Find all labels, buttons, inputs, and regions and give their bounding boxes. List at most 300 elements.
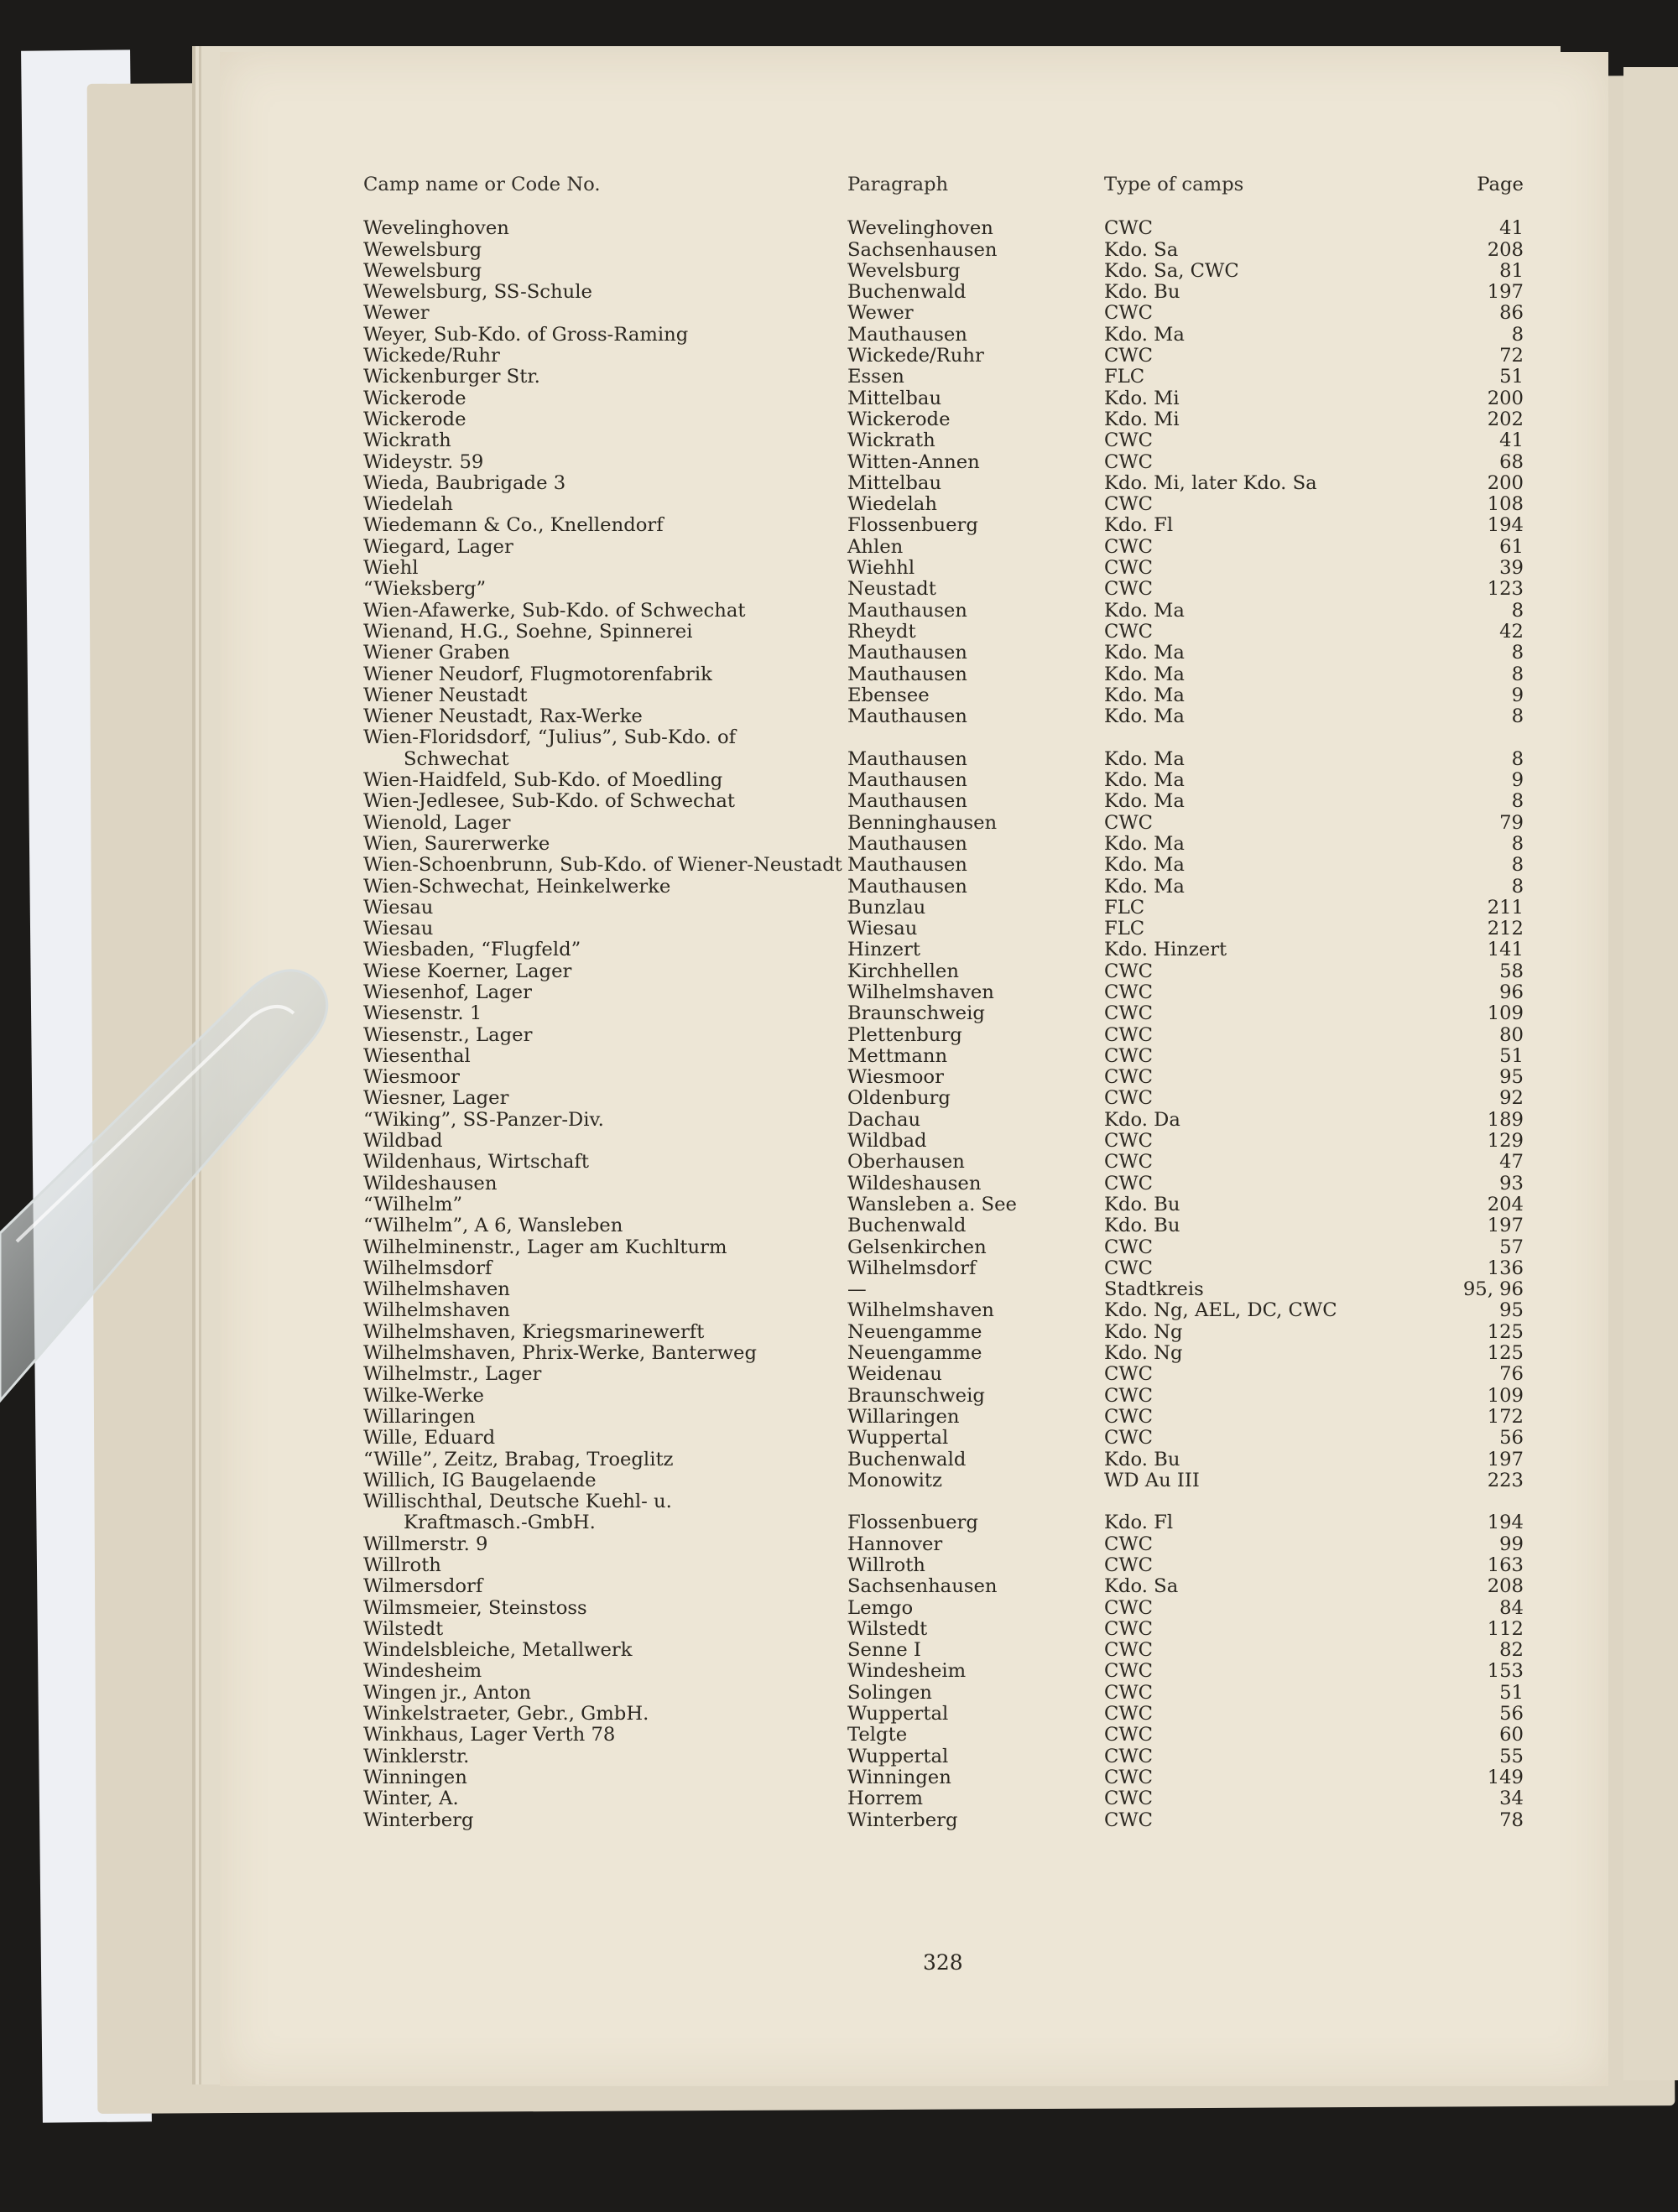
camp-type: CWC [1104, 429, 1154, 452]
paragraph: Wansleben a. See [847, 1193, 1017, 1215]
camp-name [363, 1491, 850, 1534]
camp-type: Kdo. Mi [1104, 387, 1180, 409]
page-ref: 200 [1487, 387, 1524, 409]
camp-type: CWC [1104, 535, 1154, 558]
camp-name [363, 1194, 850, 1215]
camp-type: CWC [1104, 1151, 1154, 1174]
camp-name-line: Wiesenstr., Lager [363, 1023, 533, 1046]
paragraph: Mauthausen [847, 642, 967, 664]
camp-type: Kdo. Bu [1104, 281, 1180, 304]
paragraph: Wiesau [847, 918, 918, 940]
camp-name-line: Windesheim [363, 1660, 482, 1683]
camp-name-line: Wilke-Werke [363, 1384, 484, 1407]
page-ref: 223 [1487, 1469, 1524, 1491]
camp-type: Kdo. Ma [1104, 599, 1185, 622]
camp-type: Kdo. Ma [1104, 832, 1185, 855]
page-ref: 61 [1499, 535, 1524, 558]
page-ref: 197 [1487, 1448, 1524, 1470]
camp-type: Kdo. Hinzert [1104, 939, 1227, 961]
camp-type: Kdo. Bu [1104, 1215, 1180, 1237]
camp-type: Kdo. Mi, later Kdo. Sa [1104, 471, 1317, 494]
paragraph: Winningen [847, 1766, 951, 1788]
camp-name [363, 706, 850, 727]
header-page: Page [1477, 174, 1524, 195]
camp-name [363, 727, 850, 770]
page-ref: 163 [1487, 1554, 1524, 1576]
page-ref: 112 [1487, 1617, 1524, 1640]
paragraph: Solingen [847, 1681, 932, 1704]
page-ref: 8 [1511, 875, 1524, 898]
paragraph: Rheydt [847, 620, 916, 643]
paragraph: Buchenwald [847, 281, 967, 304]
camp-name-line: Wiener Neustadt, Rax-Werke [363, 705, 643, 728]
camp-name-line: Winkhaus, Lager Verth 78 [363, 1724, 616, 1746]
camp-name [363, 1704, 850, 1725]
camp-type: CWC [1104, 1745, 1154, 1767]
camp-type: CWC [1104, 1766, 1154, 1788]
page-ref: 82 [1499, 1639, 1524, 1662]
paragraph: Wickrath [847, 429, 935, 452]
paragraph: Oberhausen [847, 1151, 965, 1174]
page-ref: 86 [1499, 302, 1524, 325]
page-ref: 84 [1499, 1596, 1524, 1619]
camp-type: CWC [1104, 217, 1154, 240]
camp-name [363, 1003, 850, 1024]
page-ref: 141 [1487, 939, 1524, 961]
camp-name [363, 537, 850, 558]
facing-page-edge [1623, 67, 1678, 2080]
camp-name [363, 982, 850, 1003]
camp-name-line: Wiener Neustadt [363, 684, 528, 706]
paragraph: Senne I [847, 1639, 921, 1662]
paragraph: Witten-Annen [847, 450, 980, 473]
camp-type: Stadtkreis [1104, 1278, 1204, 1301]
camp-name [363, 1746, 850, 1767]
camp-name [363, 325, 850, 346]
camp-name [363, 1046, 850, 1067]
camp-name-line: Winter, A. [363, 1788, 459, 1810]
camp-name-line: Wilhelminenstr., Lager am Kuchlturm [363, 1236, 727, 1258]
camp-type: Kdo. Ma [1104, 323, 1185, 346]
camp-name-line: Wiesenstr. 1 [363, 1002, 482, 1025]
paragraph: Dachau [847, 1108, 921, 1131]
page-ref: 42 [1499, 620, 1524, 643]
camp-name [363, 1025, 850, 1046]
camp-type: Kdo. Da [1104, 1108, 1180, 1131]
camp-name [363, 1767, 850, 1788]
camp-name-line: Wienold, Lager [363, 811, 511, 834]
page-ref: 153 [1487, 1660, 1524, 1683]
page-ref: 194 [1487, 1512, 1524, 1534]
camp-type: CWC [1104, 1384, 1154, 1407]
paragraph: Sachsenhausen [847, 1575, 998, 1598]
page-ref: 109 [1487, 1002, 1524, 1025]
page-ref: 51 [1499, 1681, 1524, 1704]
paragraph: Sachsenhausen [847, 238, 998, 261]
camp-name-line: Wickerode [363, 387, 466, 409]
camp-name [363, 1300, 850, 1321]
camp-type: Kdo. Ng [1104, 1342, 1183, 1365]
camp-type: Kdo. Ma [1104, 747, 1185, 770]
page-ref: 8 [1511, 599, 1524, 622]
page-ref: 197 [1487, 1215, 1524, 1237]
camp-name [363, 1683, 850, 1704]
page-ref: 92 [1499, 1087, 1524, 1110]
paragraph: Flossenbuerg [847, 1512, 978, 1534]
camp-type: CWC [1104, 1257, 1154, 1279]
camp-name [363, 1258, 850, 1279]
camp-type: CWC [1104, 1596, 1154, 1619]
camp-name-line: “Wiking”, SS-Panzer-Div. [363, 1108, 604, 1131]
camp-name-line: Wien-Floridsdorf, “Julius”, Sub-Kdo. of [363, 726, 737, 749]
page-ref: 194 [1487, 514, 1524, 537]
camp-name-line: Wiesenthal [363, 1044, 471, 1067]
paragraph: Mauthausen [847, 323, 967, 346]
camp-type: Kdo. Ma [1104, 790, 1185, 813]
camp-name [363, 1088, 850, 1109]
camp-name [363, 1470, 850, 1491]
page-ref: 56 [1499, 1703, 1524, 1725]
paragraph: Wilhelmshaven [847, 981, 994, 1003]
camp-type: CWC [1104, 450, 1154, 473]
camp-name-line: Wiedelah [363, 493, 453, 516]
camp-name [363, 1131, 850, 1152]
camp-name-line: Wien-Haidfeld, Sub-Kdo. of Moedling [363, 769, 723, 792]
camp-name [363, 1428, 850, 1449]
paragraph: Braunschweig [847, 1002, 985, 1025]
page-ref: 68 [1499, 450, 1524, 473]
page-ref: 76 [1499, 1363, 1524, 1386]
camp-name-line: Wiesau [363, 918, 434, 940]
page-ref: 95, 96 [1462, 1278, 1524, 1301]
camp-name [363, 855, 850, 876]
paragraph: Willaringen [847, 1405, 960, 1428]
paragraph: — [847, 1278, 867, 1301]
camp-name [363, 1534, 850, 1555]
header-paragraph: Paragraph [847, 174, 949, 195]
camp-type: CWC [1104, 620, 1154, 643]
page-ref: 125 [1487, 1320, 1524, 1343]
paragraph: Gelsenkirchen [847, 1236, 987, 1258]
camp-type: CWC [1104, 1427, 1154, 1450]
paragraph: Mauthausen [847, 790, 967, 813]
paragraph: Ahlen [847, 535, 904, 558]
camp-type: CWC [1104, 1533, 1154, 1555]
camp-type: CWC [1104, 578, 1154, 601]
page-ref: 8 [1511, 642, 1524, 664]
camp-name [363, 622, 850, 643]
camp-name [363, 1598, 850, 1619]
camp-name-line: Wien, Saurerwerke [363, 832, 550, 855]
camp-name-line: Wickrath [363, 429, 451, 452]
camp-name-line: Wickede/Ruhr [363, 345, 500, 367]
page-ref: 78 [1499, 1809, 1524, 1831]
page-number: 328 [923, 1950, 963, 1975]
page-ref: 109 [1487, 1384, 1524, 1407]
paragraph: Bunzlau [847, 896, 926, 919]
paragraph: Mittelbau [847, 471, 942, 494]
camp-name-line: Wickerode [363, 408, 466, 430]
page-ref: 72 [1499, 345, 1524, 367]
camp-name-line: Willich, IG Baugelaende [363, 1469, 597, 1491]
camp-name [363, 261, 850, 282]
camp-name [363, 1810, 850, 1831]
camp-name-line: Wildbad [363, 1130, 443, 1153]
camp-name [363, 1725, 850, 1746]
paragraph: Mettmann [847, 1044, 948, 1067]
camp-name-line: Wevelinghoven [363, 217, 509, 240]
camp-name-line: Winningen [363, 1766, 467, 1788]
camp-name-line: “Wille”, Zeitz, Brabag, Troeglitz [363, 1448, 674, 1470]
camp-name-line: Wewelsburg, SS-Schule [363, 281, 592, 304]
paragraph: Winterberg [847, 1809, 958, 1831]
camp-name [363, 1215, 850, 1236]
camp-name-line: Wille, Eduard [363, 1427, 496, 1450]
camp-name [363, 1661, 850, 1682]
camp-name [363, 1279, 850, 1300]
camp-type: FLC [1104, 896, 1145, 919]
camp-name [363, 685, 850, 706]
camp-name [363, 1343, 850, 1364]
camp-name-line: Willmerstr. 9 [363, 1533, 488, 1555]
camp-name-line: Wickenburger Str. [363, 366, 540, 388]
page-ref: 200 [1487, 471, 1524, 494]
camp-name-line: Willaringen [363, 1405, 476, 1428]
camp-name-line: Wewer [363, 302, 430, 325]
paragraph: Wewer [847, 302, 914, 325]
camp-name [363, 303, 850, 324]
camp-name-line: Wewelsburg [363, 259, 482, 282]
camp-name-line: Wingen jr., Anton [363, 1681, 531, 1704]
camp-type: CWC [1104, 1044, 1154, 1067]
camp-name [363, 367, 850, 388]
camp-type: CWC [1104, 1809, 1154, 1831]
paragraph: Mauthausen [847, 832, 967, 855]
page-ref: 172 [1487, 1405, 1524, 1428]
paragraph: Wuppertal [847, 1427, 949, 1450]
page-ref: 8 [1511, 790, 1524, 813]
page-ref: 99 [1499, 1533, 1524, 1555]
camp-name-line: Wilhelmshaven, Kriegsmarinewerft [363, 1320, 705, 1343]
camp-name-line: “Wieksberg” [363, 578, 487, 601]
camp-name [363, 409, 850, 430]
page-ref: 51 [1499, 1044, 1524, 1067]
page-ref: 96 [1499, 981, 1524, 1003]
camp-name [363, 1788, 850, 1809]
camp-type: Kdo. Bu [1104, 1193, 1180, 1215]
camp-name [363, 664, 850, 685]
camp-type: Kdo. Ma [1104, 684, 1185, 706]
camp-name-line: Wiesenhof, Lager [363, 981, 532, 1003]
camp-type: CWC [1104, 960, 1154, 982]
paragraph: Wuppertal [847, 1703, 949, 1725]
camp-name [363, 1067, 850, 1088]
paragraph: Essen [847, 366, 904, 388]
camp-type: WD Au III [1104, 1469, 1200, 1491]
page-ref: 79 [1499, 811, 1524, 834]
camp-name-line: Wideystr. 59 [363, 450, 484, 473]
camp-name [363, 898, 850, 919]
camp-name-line: Wildeshausen [363, 1172, 498, 1194]
camp-type: CWC [1104, 1681, 1154, 1704]
page-ref: 41 [1499, 429, 1524, 452]
camp-name-line: Wilstedt [363, 1617, 444, 1640]
camp-type: CWC [1104, 557, 1154, 580]
camp-type: Kdo. Sa [1104, 238, 1179, 261]
page-ref: 8 [1511, 323, 1524, 346]
page-ref: 60 [1499, 1724, 1524, 1746]
paragraph: Telgte [847, 1724, 908, 1746]
camp-type: CWC [1104, 1002, 1154, 1025]
camp-name [363, 961, 850, 982]
camp-name-line: Wien-Jedlesee, Sub-Kdo. of Schwechat [363, 790, 735, 813]
camp-name-line: Wiese Koerner, Lager [363, 960, 572, 982]
camp-name [363, 515, 850, 536]
camp-name [363, 1237, 850, 1258]
paragraph: Wickede/Ruhr [847, 345, 984, 367]
page-ref: 95 [1499, 1066, 1524, 1089]
paragraph: Windesheim [847, 1660, 967, 1683]
paragraph: Monowitz [847, 1469, 942, 1491]
camp-name [363, 558, 850, 579]
camp-type: CWC [1104, 345, 1154, 367]
camp-name [363, 1322, 850, 1343]
paragraph: Buchenwald [847, 1448, 967, 1470]
camp-name-line: Wiesau [363, 896, 434, 919]
camp-name-continuation: Schwechat [404, 747, 509, 770]
camp-name [363, 1576, 850, 1597]
camp-type: Kdo. Mi [1104, 408, 1180, 430]
camp-name [363, 1450, 850, 1470]
camp-name [363, 1407, 850, 1428]
paragraph: Mauthausen [847, 705, 967, 728]
camp-type: CWC [1104, 1617, 1154, 1640]
camp-type: CWC [1104, 1236, 1154, 1258]
camp-type: CWC [1104, 1023, 1154, 1046]
camp-name-line: Wieda, Baubrigade 3 [363, 471, 566, 494]
page-ref: 80 [1499, 1023, 1524, 1046]
paragraph: Buchenwald [847, 1215, 967, 1237]
camp-name [363, 494, 850, 515]
camp-type: CWC [1104, 1703, 1154, 1725]
camp-name-line: Wewelsburg [363, 238, 482, 261]
camp-type: Kdo. Ma [1104, 854, 1185, 877]
camp-name [363, 240, 850, 261]
camp-name [363, 601, 850, 622]
paragraph: Lemgo [847, 1596, 914, 1619]
paragraph: Braunschweig [847, 1384, 985, 1407]
page-ref: 8 [1511, 747, 1524, 770]
camp-type: Kdo. Fl [1104, 1512, 1174, 1534]
camp-type: Kdo. Ma [1104, 642, 1185, 664]
paragraph: Mauthausen [847, 663, 967, 685]
camp-name-line: Wien-Afawerke, Sub-Kdo. of Schwechat [363, 599, 746, 622]
paragraph: Wiedelah [847, 493, 937, 516]
camp-name-line: Wiesner, Lager [363, 1087, 509, 1110]
camp-name-line: Wiesbaden, “Flugfeld” [363, 939, 581, 961]
page-ref: 108 [1487, 493, 1524, 516]
camp-name [363, 1174, 850, 1194]
camp-type: CWC [1104, 1660, 1154, 1683]
paragraph: Neuengamme [847, 1320, 982, 1343]
paragraph: Kirchhellen [847, 960, 959, 982]
camp-name [363, 388, 850, 409]
page-ref: 197 [1487, 281, 1524, 304]
camp-type: CWC [1104, 1087, 1154, 1110]
camp-name-line: Wilhelmshaven [363, 1278, 510, 1301]
camp-name-line: Wiegard, Lager [363, 535, 513, 558]
page-ref: 34 [1499, 1788, 1524, 1810]
page-ref: 136 [1487, 1257, 1524, 1279]
camp-name-line: Wien-Schoenbrunn, Sub-Kdo. of Wiener-Neustadt [363, 854, 842, 877]
transparent-ruler-icon [0, 965, 352, 1434]
camp-type: CWC [1104, 1363, 1154, 1386]
page-ref: 39 [1499, 557, 1524, 580]
camp-type: Kdo. Ma [1104, 705, 1185, 728]
camp-name-line: Wilmersdorf [363, 1575, 483, 1598]
header-type: Type of camps [1104, 174, 1244, 195]
camp-type: CWC [1104, 1172, 1154, 1194]
paragraph: Neustadt [847, 578, 936, 601]
camp-name-line: “Wilhelm” [363, 1193, 463, 1215]
camp-name [363, 877, 850, 898]
camp-name-line: Wiesmoor [363, 1066, 460, 1089]
paragraph: Weidenau [847, 1363, 942, 1386]
camp-name [363, 939, 850, 960]
camp-name-line: Wiener Neudorf, Flugmotorenfabrik [363, 663, 712, 685]
camp-type: CWC [1104, 1724, 1154, 1746]
page-ref: 8 [1511, 854, 1524, 877]
camp-name [363, 643, 850, 664]
paragraph: Mittelbau [847, 387, 942, 409]
paragraph: Ebensee [847, 684, 930, 706]
camp-type: CWC [1104, 811, 1154, 834]
camp-type: CWC [1104, 981, 1154, 1003]
camp-name [363, 218, 850, 239]
paragraph: Horrem [847, 1788, 924, 1810]
camp-name-line: Wilhelmsdorf [363, 1257, 492, 1279]
page-ref: 55 [1499, 1745, 1524, 1767]
document-page [220, 52, 1608, 2086]
camp-type: CWC [1104, 302, 1154, 325]
paragraph: Mauthausen [847, 769, 967, 792]
camp-type: CWC [1104, 1554, 1154, 1576]
paragraph: Flossenbuerg [847, 514, 978, 537]
paragraph: Wiehhl [847, 557, 915, 580]
page-ref: 93 [1499, 1172, 1524, 1194]
camp-name-line: Wilhelmshaven [363, 1299, 510, 1322]
page-ref: 204 [1487, 1193, 1524, 1215]
page-ref: 189 [1487, 1108, 1524, 1131]
camp-name [363, 346, 850, 367]
camp-type: Kdo. Ng [1104, 1320, 1183, 1343]
page-ref: 212 [1487, 918, 1524, 940]
camp-name-line: Wilhelmstr., Lager [363, 1363, 542, 1386]
camp-type: Kdo. Bu [1104, 1448, 1180, 1470]
header-camp-name: Camp name or Code No. [363, 174, 601, 195]
paragraph: Wevelsburg [847, 259, 961, 282]
page-ref: 8 [1511, 832, 1524, 855]
camp-name [363, 430, 850, 451]
paragraph: Plettenburg [847, 1023, 962, 1046]
page-ref: 123 [1487, 578, 1524, 601]
paragraph: Wildbad [847, 1130, 927, 1153]
paragraph: Hannover [847, 1533, 943, 1555]
page-ref: 211 [1487, 896, 1524, 919]
camp-name-line: Winterberg [363, 1809, 474, 1831]
camp-name [363, 452, 850, 473]
camp-type: CWC [1104, 1130, 1154, 1153]
